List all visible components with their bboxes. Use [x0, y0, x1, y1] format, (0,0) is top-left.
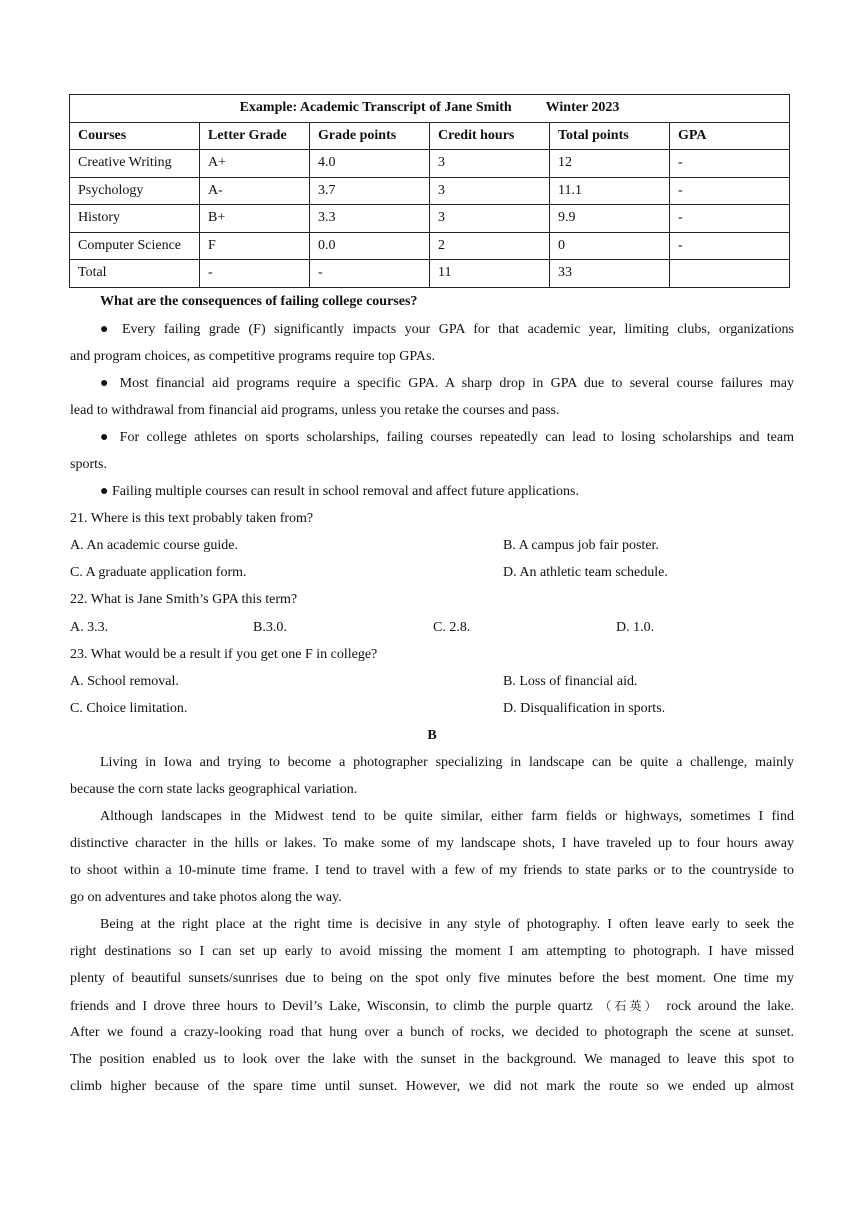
table-cell: 12 — [550, 150, 670, 178]
table-cell: - — [670, 205, 790, 233]
table-row — [70, 205, 790, 233]
transcript-caption-row — [70, 95, 790, 123]
question-22: 22. What is Jane Smith’s GPA this term? — [70, 592, 298, 607]
table-cell: - — [670, 150, 790, 178]
passage-line: The position enabled us to look over the lake with the sunset in the background. We managed to leave this spot to — [70, 1052, 794, 1067]
table-cell: 11.1 — [550, 177, 670, 205]
header-cell: Courses — [70, 122, 200, 150]
table-cell: 3.3 — [310, 205, 430, 233]
table-cell: 2 — [430, 232, 550, 260]
transcript-table — [69, 94, 790, 288]
table-cell: - — [670, 232, 790, 260]
question-23-options-row-2 — [70, 699, 794, 719]
passage-text: rock around the lake. — [666, 999, 794, 1014]
table-row — [70, 150, 790, 178]
table-cell: Creative Writing — [70, 150, 200, 178]
question-21-options-row-2 — [70, 563, 794, 583]
transcript-caption — [70, 95, 790, 123]
bullet-1-line-1: ● Every failing grade (F) significantly impacts your GPA for that academic year, limiting clubs, organizations — [100, 322, 794, 337]
section-heading: B — [427, 728, 437, 743]
option-c: C. A graduate application form. — [70, 565, 247, 580]
header-cell: Credit hours — [430, 122, 550, 150]
question-23-options-row-1 — [70, 672, 794, 692]
passage-line: Living in Iowa and trying to become a photographer specializing in landscape can be quite a challenge, mainly — [100, 755, 794, 770]
passage-line: climb higher because of the spare time until sunset. However, we did not mark the route so we ended up almost — [70, 1079, 794, 1094]
option-d: D. Disqualification in sports. — [503, 701, 666, 716]
option-a: A. An academic course guide. — [70, 538, 238, 553]
bullet-3-line-2: sports. — [70, 457, 107, 472]
table-cell: History — [70, 205, 200, 233]
bullet-1-line-2: and program choices, as competitive programs require top GPAs. — [70, 349, 435, 364]
passage-line: distinctive character in the hills or lakes. To make some of my landscape shots, I have traveled up to four hours away — [70, 836, 794, 851]
table-cell: A+ — [200, 150, 310, 178]
passage-line: plenty of beautiful sunsets/sunrises due to being on the spot only five minutes before the best moment. One time my — [70, 971, 794, 986]
bullet-2-line-2: lead to withdrawal from financial aid programs, unless you retake the courses and pass. — [70, 403, 560, 418]
option-a: A. School removal. — [70, 674, 179, 689]
passage-line: right destinations so I can set up early to avoid missing the moment I am attempting to photograph. I have missed — [70, 944, 794, 959]
table-cell: - — [310, 260, 430, 288]
passage-text: friends and I drove three hours to Devil’s Lake, Wisconsin, to climb the purple quartz — [70, 999, 593, 1014]
passage-line: to shoot within a 10-minute time frame. I tend to travel with a few of my friends to state parks or to the countryside to — [70, 863, 794, 878]
bullet-4-line-1: ● Failing multiple courses can result in school removal and affect future applications. — [100, 484, 580, 499]
table-cell: 0.0 — [310, 232, 430, 260]
table-cell — [670, 260, 790, 288]
table-cell: F — [200, 232, 310, 260]
option-b: B. A campus job fair poster. — [503, 538, 659, 553]
option-a: A. 3.3. — [70, 620, 109, 635]
passage-line: After we found a crazy-looking road that hung over a bunch of rocks, we decided to photograph the scene at sunset. — [70, 1025, 794, 1040]
table-row — [70, 177, 790, 205]
table-cell: 4.0 — [310, 150, 430, 178]
header-cell: Letter Grade — [200, 122, 310, 150]
table-cell: 11 — [430, 260, 550, 288]
question-21: 21. Where is this text probably taken from? — [70, 511, 314, 526]
passage-line: because the corn state lacks geographical variation. — [70, 782, 358, 797]
chinese-gloss: （石英） — [599, 999, 660, 1013]
option-c: C. 2.8. — [433, 620, 471, 635]
table-cell: Psychology — [70, 177, 200, 205]
question-23: 23. What would be a result if you get one F in college? — [70, 647, 378, 662]
table-cell: 3 — [430, 177, 550, 205]
table-cell: 3.7 — [310, 177, 430, 205]
table-cell: A- — [200, 177, 310, 205]
header-cell: Total points — [550, 122, 670, 150]
table-cell: - — [670, 177, 790, 205]
header-cell: Grade points — [310, 122, 430, 150]
question-21-options-row-1 — [70, 536, 794, 556]
table-cell: Total — [70, 260, 200, 288]
consequences-heading: What are the consequences of failing college courses? — [100, 294, 418, 309]
table-cell: 9.9 — [550, 205, 670, 233]
option-b: B. Loss of financial aid. — [503, 674, 638, 689]
table-cell: - — [200, 260, 310, 288]
transcript-header-row — [70, 122, 790, 150]
passage-line: go on adventures and take photos along the way. — [70, 890, 342, 905]
transcript-title: Example: Academic Transcript of Jane Smith — [239, 100, 512, 116]
option-d: D. 1.0. — [616, 620, 655, 635]
option-c: C. Choice limitation. — [70, 701, 188, 716]
passage-line-with-annotation — [70, 996, 794, 1017]
header-cell: GPA — [670, 122, 790, 150]
bullet-2-line-1: ● Most financial aid programs require a specific GPA. A sharp drop in GPA due to several course failures may — [100, 376, 794, 391]
bullet-3-line-1: ● For college athletes on sports scholarships, failing courses repeatedly can lead to losing scholarships and team — [100, 430, 794, 445]
table-cell: Computer Science — [70, 232, 200, 260]
option-b: B.3.0. — [253, 620, 287, 635]
table-cell: 33 — [550, 260, 670, 288]
table-row — [70, 232, 790, 260]
transcript-term: Winter 2023 — [545, 100, 620, 116]
table-row-total — [70, 260, 790, 288]
table-cell: 3 — [430, 150, 550, 178]
option-d: D. An athletic team schedule. — [503, 565, 668, 580]
passage-line: Although landscapes in the Midwest tend to be quite similar, either farm fields or highways, sometimes I find — [100, 809, 794, 824]
passage-line: Being at the right place at the right time is decisive in any style of photography. I often leave early to seek the — [100, 917, 794, 932]
table-cell: 0 — [550, 232, 670, 260]
table-cell: B+ — [200, 205, 310, 233]
table-cell: 3 — [430, 205, 550, 233]
